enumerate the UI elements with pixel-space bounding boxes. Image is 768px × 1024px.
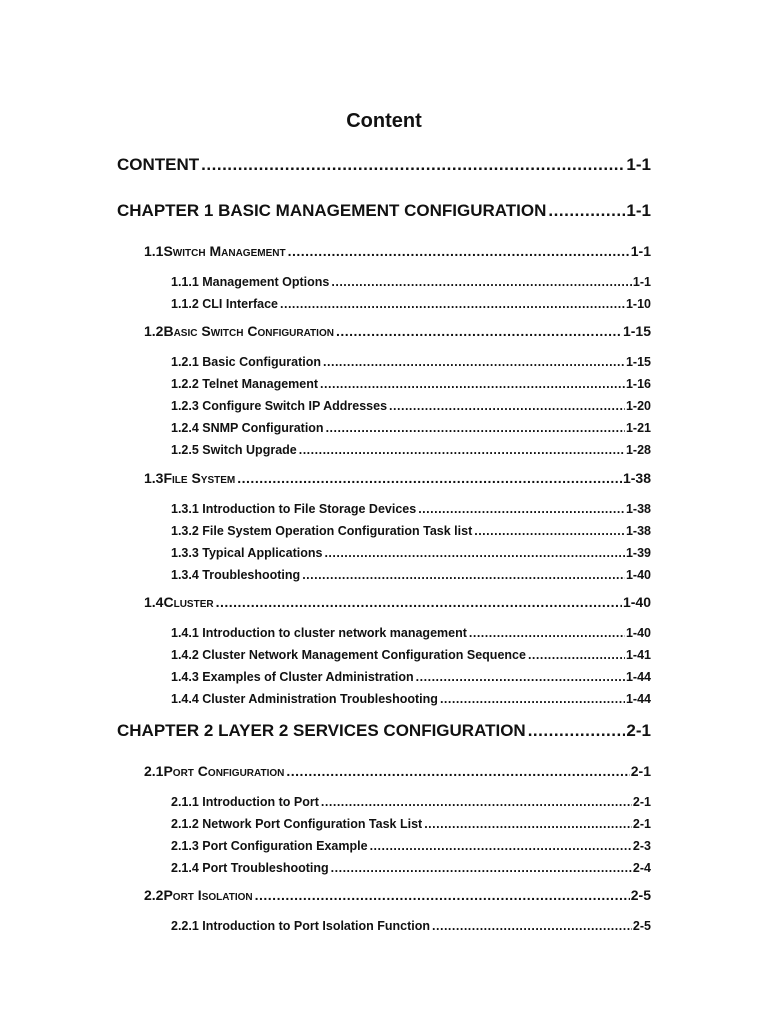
toc-dot-leader xyxy=(424,816,632,832)
toc-subsection-entry[interactable] xyxy=(171,625,651,641)
toc-dot-leader xyxy=(320,376,625,392)
toc-subsection-entry[interactable] xyxy=(171,918,651,934)
toc-subsection-entry[interactable] xyxy=(171,274,651,290)
toc-dot-leader xyxy=(255,886,630,904)
toc-dot-leader xyxy=(389,398,625,414)
toc-page-number: 1-38 xyxy=(625,502,651,516)
toc-chapter-entry[interactable] xyxy=(117,154,651,176)
toc-entry-label: File System xyxy=(163,470,236,486)
toc-page-number: 1-1 xyxy=(626,201,651,220)
toc-page-number: 1-15 xyxy=(625,355,651,369)
toc-page-number: 1-38 xyxy=(625,524,651,538)
toc-page-number: 1-38 xyxy=(622,470,651,486)
toc-section-entry[interactable] xyxy=(144,762,651,780)
toc-page-number: 1-16 xyxy=(625,377,651,391)
toc-page-number: 2-3 xyxy=(632,839,651,853)
toc-entry-label: CHAPTER 1 BASIC MANAGEMENT CONFIGURATION xyxy=(117,201,547,220)
toc-entry-label: CHAPTER 2 LAYER 2 SERVICES CONFIGURATION xyxy=(117,721,526,740)
toc-page-number: 1-41 xyxy=(625,648,651,662)
toc-entry-label: CONTENT xyxy=(117,155,200,174)
toc-entry-label: 1.3.3 Typical Applications xyxy=(171,546,323,560)
toc-subsection-entry[interactable] xyxy=(171,442,651,458)
toc-entry-label: 2.1.3 Port Configuration Example xyxy=(171,839,368,853)
toc-entry-label: Basic Switch Configuration xyxy=(163,323,334,339)
toc-subsection-entry[interactable] xyxy=(171,545,651,561)
toc-page-number: 2-1 xyxy=(632,795,651,809)
toc-page-number: 1-28 xyxy=(625,443,651,457)
toc-section-entry[interactable] xyxy=(144,593,651,611)
toc-page-number: 1-1 xyxy=(626,155,651,174)
toc-page-number: 1-40 xyxy=(625,568,651,582)
toc-entry-number: 1.4 xyxy=(144,594,164,610)
toc-dot-leader xyxy=(302,567,625,583)
toc-entry-label: 2.1.2 Network Port Configuration Task List xyxy=(171,817,423,831)
toc-dot-leader xyxy=(548,200,625,222)
toc-entry-label: 1.3.2 File System Operation Configuration Task list xyxy=(171,524,473,538)
toc-entry-label: Cluster xyxy=(163,594,214,610)
toc-page-number: 1-44 xyxy=(625,692,651,706)
toc-entry-label: 1.2.2 Telnet Management xyxy=(171,377,319,391)
toc-entry-number: 2.1 xyxy=(144,763,164,779)
toc-dot-leader xyxy=(201,154,625,176)
toc-dot-leader xyxy=(432,918,632,934)
toc-dot-leader xyxy=(440,691,625,707)
toc-subsection-entry[interactable] xyxy=(171,691,651,707)
toc-subsection-entry[interactable] xyxy=(171,376,651,392)
toc-dot-leader xyxy=(528,647,625,663)
toc-entry-number: 1.1 xyxy=(144,243,164,259)
toc-entry-number: 1.3 xyxy=(144,470,164,486)
toc-entry-label: 1.4.4 Cluster Administration Troubleshooting xyxy=(171,692,438,706)
toc-dot-leader xyxy=(280,296,625,312)
toc-dot-leader xyxy=(299,442,625,458)
toc-subsection-entry[interactable] xyxy=(171,501,651,517)
toc-entry-label: 1.2.5 Switch Upgrade xyxy=(171,443,297,457)
toc-dot-leader xyxy=(331,860,632,876)
toc-page-number: 1-1 xyxy=(630,243,651,259)
toc-page-number: 1-44 xyxy=(625,670,651,684)
toc-section-entry[interactable] xyxy=(144,242,651,260)
toc-subsection-entry[interactable] xyxy=(171,354,651,370)
toc-page-number: 1-21 xyxy=(625,421,651,435)
toc-dot-leader xyxy=(370,838,632,854)
toc-dot-leader xyxy=(326,420,625,436)
toc-dot-leader xyxy=(416,669,625,685)
toc-dot-leader xyxy=(323,354,625,370)
toc-dot-leader xyxy=(321,794,632,810)
toc-entry-label: 1.4.3 Examples of Cluster Administration xyxy=(171,670,414,684)
toc-subsection-entry[interactable] xyxy=(171,669,651,685)
toc-subsection-entry[interactable] xyxy=(171,523,651,539)
toc-entry-label: 1.1.2 CLI Interface xyxy=(171,297,278,311)
toc-entry-label: 1.4.2 Cluster Network Management Configuration Sequence xyxy=(171,648,526,662)
toc-subsection-entry[interactable] xyxy=(171,398,651,414)
toc-subsection-entry[interactable] xyxy=(171,816,651,832)
toc-subsection-entry[interactable] xyxy=(171,838,651,854)
toc-dot-leader xyxy=(237,469,622,487)
toc-entry-label: 1.2.3 Configure Switch IP Addresses xyxy=(171,399,388,413)
toc-page-number: 1-10 xyxy=(625,297,651,311)
toc-page-number: 1-39 xyxy=(625,546,651,560)
toc-page-number: 1-1 xyxy=(632,275,651,289)
toc-entry-label: 1.2.1 Basic Configuration xyxy=(171,355,322,369)
toc-page-number: 1-40 xyxy=(625,626,651,640)
toc-entry-label: 1.3.4 Troubleshooting xyxy=(171,568,301,582)
toc-chapter-entry[interactable] xyxy=(117,200,651,222)
toc-section-entry[interactable] xyxy=(144,469,651,487)
toc-subsection-entry[interactable] xyxy=(171,567,651,583)
toc-page-number: 2-5 xyxy=(632,919,651,933)
toc-section-entry[interactable] xyxy=(144,886,651,904)
toc-page-number: 2-1 xyxy=(632,817,651,831)
toc-page-number: 2-1 xyxy=(626,721,651,740)
toc-page-number: 1-20 xyxy=(625,399,651,413)
toc-page-number: 2-5 xyxy=(630,887,651,903)
toc-entry-label: Port Configuration xyxy=(163,763,285,779)
toc-entry-label: 1.2.4 SNMP Configuration xyxy=(171,421,324,435)
toc-page-number: 1-15 xyxy=(622,323,651,339)
toc-entry-label: 2.1.4 Port Troubleshooting xyxy=(171,861,329,875)
toc-dot-leader xyxy=(216,593,622,611)
toc-dot-leader xyxy=(474,523,625,539)
toc-subsection-entry[interactable] xyxy=(171,794,651,810)
toc-dot-leader xyxy=(331,274,632,290)
toc-entry-label: 1.4.1 Introduction to cluster network management xyxy=(171,626,467,640)
toc-dot-leader xyxy=(336,322,622,340)
toc-subsection-entry[interactable] xyxy=(171,860,651,876)
toc-dot-leader xyxy=(528,720,626,742)
toc-subsection-entry[interactable] xyxy=(171,296,651,312)
toc-entry-label: 2.1.1 Introduction to Port xyxy=(171,795,319,809)
toc-chapter-entry[interactable] xyxy=(117,720,651,742)
toc-section-entry[interactable] xyxy=(144,322,651,340)
toc-dot-leader xyxy=(418,501,625,517)
toc-entry-label: 2.2.1 Introduction to Port Isolation Function xyxy=(171,919,431,933)
toc-dot-leader xyxy=(469,625,625,641)
toc-entry-label: 1.3.1 Introduction to File Storage Devices xyxy=(171,502,417,516)
toc-dot-leader xyxy=(324,545,625,561)
toc-page-number: 2-1 xyxy=(630,763,651,779)
toc-entry-number: 2.2 xyxy=(144,887,164,903)
page-title: Content xyxy=(346,110,422,132)
toc-entry-label: Switch Management xyxy=(163,243,286,259)
toc-dot-leader xyxy=(288,242,630,260)
toc-entry-number: 1.2 xyxy=(144,323,164,339)
toc-subsection-entry[interactable] xyxy=(171,420,651,436)
toc-entry-label: Port Isolation xyxy=(163,887,253,903)
toc-dot-leader xyxy=(286,762,629,780)
toc-entry-label: 1.1.1 Management Options xyxy=(171,275,330,289)
toc-page-number: 1-40 xyxy=(622,594,651,610)
toc-page-number: 2-4 xyxy=(632,861,651,875)
toc-subsection-entry[interactable] xyxy=(171,647,651,663)
